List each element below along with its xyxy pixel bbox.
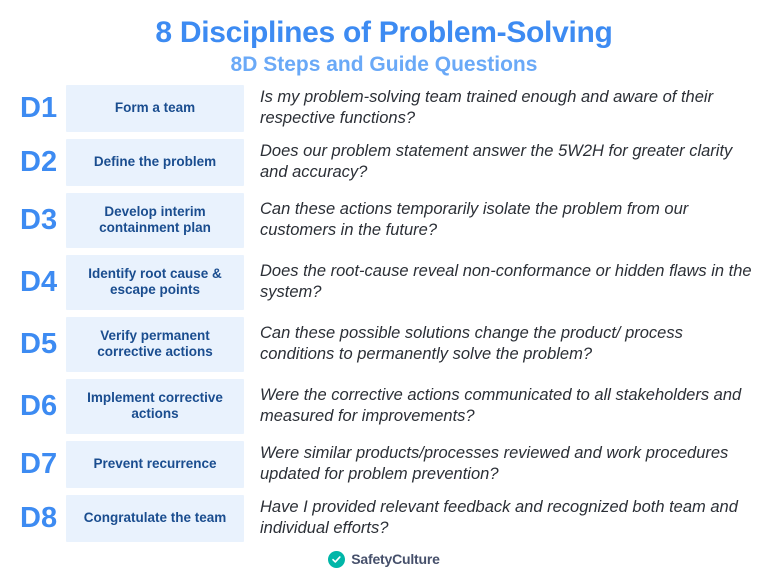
discipline-question: Were similar products/processes reviewed and work procedures updated for problem prevention?	[260, 443, 729, 484]
discipline-code: D4	[20, 265, 58, 298]
discipline-step: Verify permanent corrective actions	[66, 317, 244, 372]
discipline-question: Does the root-cause reveal non-conformance or hidden flaws in the system?	[260, 262, 752, 302]
discipline-question: Have I provided relevant feedback and recognized both team and individual efforts?	[260, 497, 738, 538]
page-subtitle: 8D Steps and Guide Questions	[230, 52, 538, 76]
list-item	[14, 317, 754, 372]
discipline-step: Implement corrective actions	[66, 379, 244, 434]
check-circle-icon	[328, 551, 345, 568]
discipline-code: D5	[20, 327, 58, 360]
discipline-step: Prevent recurrence	[66, 441, 244, 488]
discipline-question: Were the corrective actions communicated to all stakeholders and measured for improvements?	[260, 385, 742, 426]
discipline-code: D3	[20, 203, 58, 236]
list-item	[14, 193, 754, 248]
discipline-question: Does our problem statement answer the 5W2H for greater clarity and accuracy?	[260, 142, 733, 182]
discipline-step: Form a team	[66, 85, 244, 132]
discipline-code: D1	[20, 91, 58, 124]
list-item	[14, 139, 754, 186]
discipline-question: Is my problem-solving team trained enough and aware of their respective functions?	[260, 88, 714, 128]
page-title: 8 Disciplines of Problem-Solving	[155, 16, 613, 49]
brand-name: SafetyCulture	[351, 551, 440, 568]
discipline-step: Define the problem	[66, 139, 244, 186]
discipline-code: D8	[20, 501, 58, 534]
list-item	[14, 379, 754, 434]
discipline-code: D6	[20, 389, 58, 422]
discipline-step: Develop interim containment plan	[66, 193, 244, 248]
list-item	[14, 441, 754, 488]
discipline-list	[14, 85, 754, 542]
discipline-step: Identify root cause & escape points	[66, 255, 244, 310]
discipline-step: Congratulate the team	[66, 495, 244, 542]
discipline-question: Can these possible solutions change the product/ process conditions to permanently solve the problem?	[260, 324, 683, 364]
discipline-question: Can these actions temporarily isolate the problem from our customers in the future?	[260, 200, 689, 240]
list-item	[14, 495, 754, 542]
discipline-code: D7	[20, 447, 58, 480]
brand-footer	[14, 551, 754, 568]
list-item	[14, 255, 754, 310]
discipline-code: D2	[20, 145, 58, 178]
list-item	[14, 85, 754, 132]
